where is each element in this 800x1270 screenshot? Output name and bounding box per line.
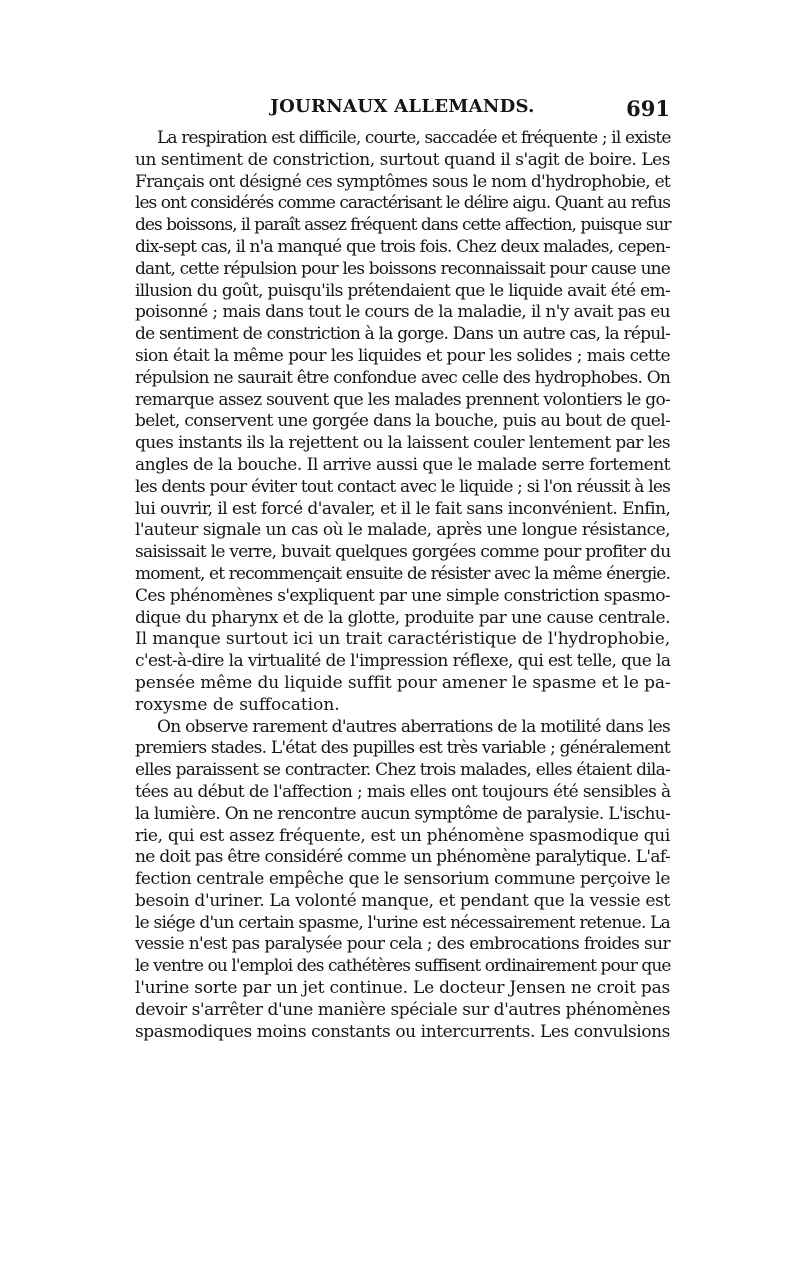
text-line: rie, qui est assez fréquente, est un phénomène spasmodique qui	[135, 825, 671, 846]
text-line: ne doit pas être considéré comme un phénomène paralytique. L'af-	[135, 847, 670, 868]
text-line: de sentiment de constriction à la gorge. Dans un autre cas, la répul-	[135, 324, 670, 345]
body-text	[135, 128, 670, 1043]
text-line: fection centrale empêche que le sensorium commune perçoive le	[135, 869, 671, 890]
text-line: spasmodiques moins constants ou intercurrents. Les convulsions	[135, 1021, 670, 1042]
text-line: On observe rarement d'autres aberrations de la motilité dans les	[157, 716, 671, 737]
text-line: devoir s'arrêter d'une manière spéciale sur d'autres phénomènes	[135, 999, 671, 1020]
text-line: vessie n'est pas paralysée pour cela ; des embrocations froides sur	[135, 934, 671, 955]
text-line: Français ont désigné ces symptômes sous le nom d'hydrophobie, et	[135, 171, 671, 192]
text-line: le siége d'un certain spasme, l'urine est nécessairement retenue. La	[135, 912, 671, 933]
text-line: besoin d'uriner. La volonté manque, et pendant que la vessie est	[135, 890, 671, 911]
text-line: tées au début de l'affection ; mais elles ont toujours été sensibles à	[135, 781, 671, 802]
text-line: Il manque surtout ici un trait caractéristique de l'hydrophobie,	[135, 629, 670, 650]
text-line: dix-sept cas, il n'a manqué que trois fois. Chez deux malades, cepen-	[135, 236, 670, 257]
text-line: dique du pharynx et de la glotte, produite par une cause centrale.	[135, 607, 670, 628]
text-line: angles de la bouche. Il arrive aussi que le malade serre fortement	[135, 454, 670, 475]
text-line: elles paraissent se contracter. Chez trois malades, elles étaient dila-	[135, 760, 671, 781]
text-line: dant, cette répulsion pour les boissons reconnaissait pour cause une	[135, 258, 671, 279]
text-line: répulsion ne saurait être confondue avec celle des hydrophobes. On	[135, 367, 670, 388]
text-line: c'est-à-dire la virtualité de l'impression réflexe, qui est telle, que la	[135, 651, 671, 672]
text-line: la lumière. On ne rencontre aucun symptôme de paralysie. L'ischu-	[135, 803, 671, 824]
text-line: pensée même du liquide suffit pour amener le spasme et le pa-	[135, 672, 671, 693]
text-line: lui ouvrir, il est forcé d'avaler, et il le fait sans inconvénient. Enfin,	[135, 498, 671, 519]
text-line: remarque assez souvent que les malades prennent volontiers le go-	[135, 389, 670, 410]
text-line: les dents pour éviter tout contact avec le liquide ; si l'on réussit à les	[135, 476, 671, 497]
text-line: belet, conservent une gorgée dans la bouche, puis au bout de quel-	[135, 411, 671, 432]
text-line: l'urine sorte par un jet continue. Le docteur Jensen ne croit pas	[135, 978, 670, 999]
text-line: le ventre ou l'emploi des cathétères suffisent ordinairement pour que	[135, 956, 671, 977]
text-line: les ont considérés comme caractérisant le délire aigu. Quant au refus	[135, 193, 671, 214]
text-line: un sentiment de constriction, surtout quand il s'agit de boire. Les	[135, 149, 670, 170]
text-line: premiers stades. L'état des pupilles est très variable ; généralement	[135, 738, 670, 759]
page-number: 691	[626, 96, 670, 121]
text-line: illusion du goût, puisqu'ils prétendaient que le liquide avait été em-	[135, 280, 670, 301]
running-head: JOURNAUX ALLEMANDS.	[270, 96, 535, 117]
text-line: ques instants ils la rejettent ou la laissent couler lentement par les	[135, 433, 671, 454]
text-line: Ces phénomènes s'expliquent par une simple constriction spasmo-	[135, 585, 670, 606]
text-line: poisonné ; mais dans tout le cours de la maladie, il n'y avait pas eu	[135, 302, 671, 323]
page-header	[135, 96, 670, 126]
text-line: des boissons, il paraît assez fréquent dans cette affection, puisque sur	[135, 215, 671, 236]
text-line: l'auteur signale un cas où le malade, après une longue résistance,	[135, 520, 670, 541]
text-line: sion était la même pour les liquides et pour les solides ; mais cette	[135, 345, 671, 366]
text-line: moment, et recommençait ensuite de résister avec la même énergie.	[135, 563, 670, 584]
text-line: La respiration est difficile, courte, saccadée et fréquente ; il existe	[157, 128, 671, 148]
text-line: saisissait le verre, buvait quelques gorgées comme pour profiter du	[135, 542, 671, 563]
text-line: roxysme de suffocation.	[135, 694, 340, 715]
